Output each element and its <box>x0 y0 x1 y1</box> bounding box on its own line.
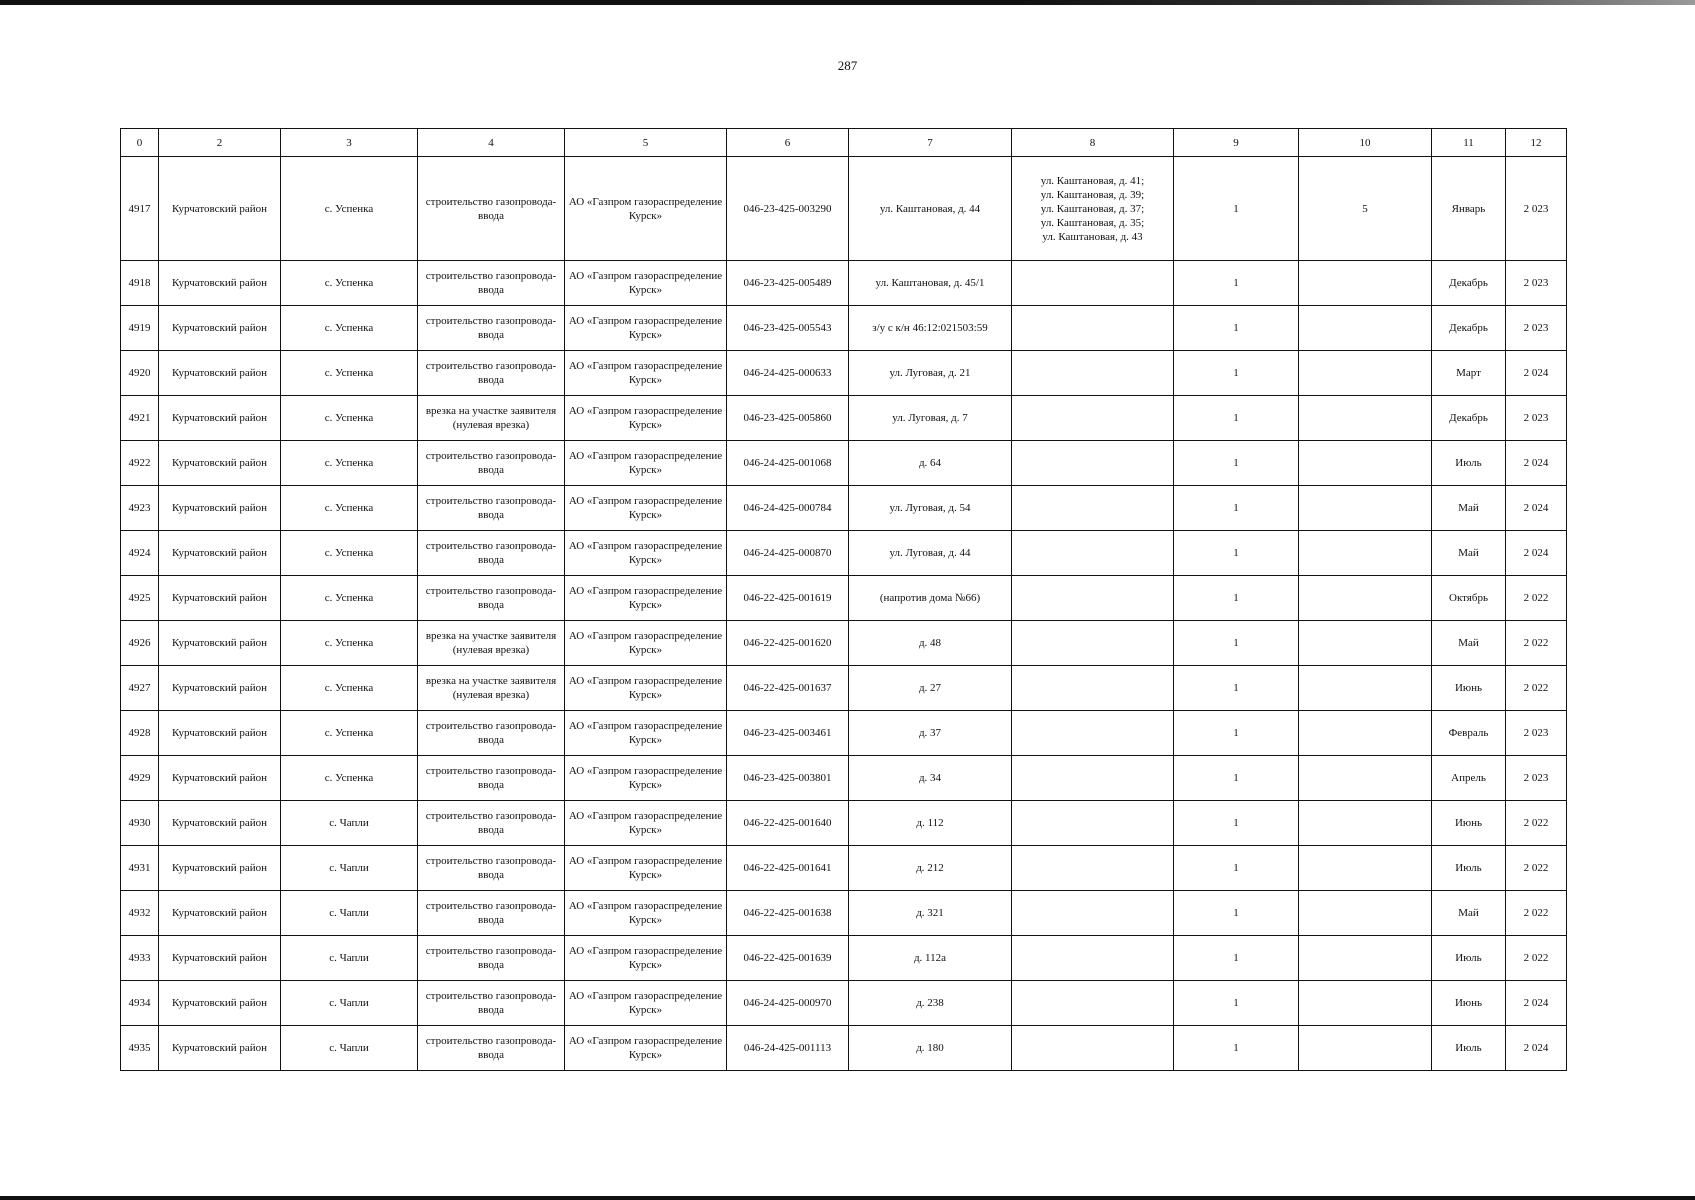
connected-addresses-cell <box>1012 756 1174 801</box>
year-cell: 2 024 <box>1506 486 1567 531</box>
year-cell: 2 022 <box>1506 621 1567 666</box>
work-type-cell: строительство газопровода-ввода <box>418 157 565 261</box>
district-cell: Курчатовский район <box>159 891 281 936</box>
month-cell: Январь <box>1432 157 1506 261</box>
extra-count-cell <box>1299 1026 1432 1071</box>
work-type-cell: строительство газопровода-ввода <box>418 756 565 801</box>
row-number: 4920 <box>121 351 159 396</box>
organization-cell: АО «Газпром газораспределение Курск» <box>565 306 727 351</box>
row-number: 4917 <box>121 157 159 261</box>
count-cell: 1 <box>1174 801 1299 846</box>
row-number: 4919 <box>121 306 159 351</box>
application-number-cell: 046-22-425-001638 <box>727 891 849 936</box>
district-cell: Курчатовский район <box>159 981 281 1026</box>
row-number: 4918 <box>121 261 159 306</box>
row-number: 4924 <box>121 531 159 576</box>
month-cell: Июль <box>1432 936 1506 981</box>
organization-cell: АО «Газпром газораспределение Курск» <box>565 981 727 1026</box>
column-header: 12 <box>1506 129 1567 157</box>
district-cell: Курчатовский район <box>159 621 281 666</box>
connected-addresses-cell <box>1012 621 1174 666</box>
address-cell: ул. Каштановая, д. 45/1 <box>849 261 1012 306</box>
table-row <box>121 981 1567 1026</box>
count-cell: 1 <box>1174 351 1299 396</box>
district-cell: Курчатовский район <box>159 936 281 981</box>
application-number-cell: 046-24-425-000870 <box>727 531 849 576</box>
application-number-cell: 046-23-425-005860 <box>727 396 849 441</box>
month-cell: Февраль <box>1432 711 1506 756</box>
year-cell: 2 022 <box>1506 936 1567 981</box>
month-cell: Май <box>1432 621 1506 666</box>
row-number: 4934 <box>121 981 159 1026</box>
year-cell: 2 023 <box>1506 261 1567 306</box>
district-cell: Курчатовский район <box>159 531 281 576</box>
month-cell: Май <box>1432 486 1506 531</box>
connected-addresses-cell <box>1012 801 1174 846</box>
column-header: 3 <box>281 129 418 157</box>
column-header: 6 <box>727 129 849 157</box>
count-cell: 1 <box>1174 157 1299 261</box>
extra-count-cell <box>1299 801 1432 846</box>
table-row <box>121 711 1567 756</box>
application-number-cell: 046-22-425-001639 <box>727 936 849 981</box>
extra-count-cell <box>1299 666 1432 711</box>
address-cell: д. 112 <box>849 801 1012 846</box>
count-cell: 1 <box>1174 576 1299 621</box>
connected-addresses-cell <box>1012 666 1174 711</box>
application-number-cell: 046-24-425-000633 <box>727 351 849 396</box>
organization-cell: АО «Газпром газораспределение Курск» <box>565 261 727 306</box>
table-row <box>121 936 1567 981</box>
table-row <box>121 801 1567 846</box>
column-header: 7 <box>849 129 1012 157</box>
column-header: 4 <box>418 129 565 157</box>
count-cell: 1 <box>1174 891 1299 936</box>
connected-addresses-cell <box>1012 261 1174 306</box>
row-number: 4929 <box>121 756 159 801</box>
year-cell: 2 023 <box>1506 157 1567 261</box>
extra-count-cell <box>1299 891 1432 936</box>
organization-cell: АО «Газпром газораспределение Курск» <box>565 486 727 531</box>
extra-count-cell <box>1299 396 1432 441</box>
count-cell: 1 <box>1174 936 1299 981</box>
work-type-cell: строительство газопровода-ввода <box>418 576 565 621</box>
address-cell: ул. Луговая, д. 44 <box>849 531 1012 576</box>
year-cell: 2 023 <box>1506 396 1567 441</box>
settlement-cell: с. Чапли <box>281 936 418 981</box>
district-cell: Курчатовский район <box>159 157 281 261</box>
table-row <box>121 531 1567 576</box>
month-cell: Март <box>1432 351 1506 396</box>
table-row <box>121 396 1567 441</box>
address-cell: ул. Луговая, д. 7 <box>849 396 1012 441</box>
count-cell: 1 <box>1174 306 1299 351</box>
row-number: 4928 <box>121 711 159 756</box>
work-type-cell: строительство газопровода-ввода <box>418 981 565 1026</box>
work-type-cell: строительство газопровода-ввода <box>418 846 565 891</box>
year-cell: 2 022 <box>1506 801 1567 846</box>
table-row <box>121 157 1567 261</box>
connected-addresses-cell <box>1012 576 1174 621</box>
organization-cell: АО «Газпром газораспределение Курск» <box>565 1026 727 1071</box>
address-cell: д. 180 <box>849 1026 1012 1071</box>
application-number-cell: 046-24-425-001068 <box>727 441 849 486</box>
settlement-cell: с. Чапли <box>281 891 418 936</box>
address-cell: д. 34 <box>849 756 1012 801</box>
connected-address-line: ул. Каштановая, д. 41; <box>1040 174 1145 187</box>
table-row <box>121 306 1567 351</box>
address-cell: ул. Луговая, д. 54 <box>849 486 1012 531</box>
organization-cell: АО «Газпром газораспределение Курск» <box>565 711 727 756</box>
connected-addresses-cell <box>1012 531 1174 576</box>
application-number-cell: 046-22-425-001637 <box>727 666 849 711</box>
table-body <box>121 157 1567 1071</box>
year-cell: 2 022 <box>1506 891 1567 936</box>
table-row <box>121 666 1567 711</box>
address-cell: д. 321 <box>849 891 1012 936</box>
connected-address-line: ул. Каштановая, д. 37; <box>1040 202 1145 215</box>
address-cell: (напротив дома №66) <box>849 576 1012 621</box>
application-number-cell: 046-23-425-003801 <box>727 756 849 801</box>
year-cell: 2 022 <box>1506 846 1567 891</box>
district-cell: Курчатовский район <box>159 756 281 801</box>
year-cell: 2 023 <box>1506 711 1567 756</box>
row-number: 4930 <box>121 801 159 846</box>
connected-addresses-cell <box>1012 981 1174 1026</box>
count-cell: 1 <box>1174 261 1299 306</box>
scan-border-top <box>0 0 1695 5</box>
organization-cell: АО «Газпром газораспределение Курск» <box>565 441 727 486</box>
scan-border-bottom <box>0 1196 1695 1200</box>
count-cell: 1 <box>1174 441 1299 486</box>
application-number-cell: 046-22-425-001640 <box>727 801 849 846</box>
extra-count-cell <box>1299 261 1432 306</box>
connected-addresses-cell <box>1012 157 1174 261</box>
connected-addresses-cell <box>1012 396 1174 441</box>
organization-cell: АО «Газпром газораспределение Курск» <box>565 891 727 936</box>
settlement-cell: с. Чапли <box>281 846 418 891</box>
extra-count-cell <box>1299 981 1432 1026</box>
organization-cell: АО «Газпром газораспределение Курск» <box>565 576 727 621</box>
address-cell: д. 27 <box>849 666 1012 711</box>
work-type-cell: строительство газопровода-ввода <box>418 936 565 981</box>
table-row <box>121 1026 1567 1071</box>
settlement-cell: с. Успенка <box>281 441 418 486</box>
month-cell: Июнь <box>1432 666 1506 711</box>
address-cell: д. 112а <box>849 936 1012 981</box>
organization-cell: АО «Газпром газораспределение Курск» <box>565 396 727 441</box>
page-number: 287 <box>837 58 858 73</box>
application-number-cell: 046-22-425-001620 <box>727 621 849 666</box>
column-header: 8 <box>1012 129 1174 157</box>
organization-cell: АО «Газпром газораспределение Курск» <box>565 621 727 666</box>
row-number: 4925 <box>121 576 159 621</box>
work-type-cell: врезка на участке заявителя (нулевая врезка) <box>418 621 565 666</box>
work-type-cell: врезка на участке заявителя (нулевая врезка) <box>418 396 565 441</box>
table-row <box>121 846 1567 891</box>
application-number-cell: 046-23-425-003290 <box>727 157 849 261</box>
month-cell: Июнь <box>1432 801 1506 846</box>
count-cell: 1 <box>1174 396 1299 441</box>
month-cell: Май <box>1432 531 1506 576</box>
extra-count-cell <box>1299 756 1432 801</box>
connected-address-line: ул. Каштановая, д. 39; <box>1040 188 1145 201</box>
settlement-cell: с. Успенка <box>281 711 418 756</box>
row-number: 4931 <box>121 846 159 891</box>
table-row <box>121 351 1567 396</box>
address-cell: д. 212 <box>849 846 1012 891</box>
count-cell: 1 <box>1174 756 1299 801</box>
month-cell: Июль <box>1432 441 1506 486</box>
district-cell: Курчатовский район <box>159 1026 281 1071</box>
extra-count-cell <box>1299 936 1432 981</box>
column-header: 10 <box>1299 129 1432 157</box>
district-cell: Курчатовский район <box>159 666 281 711</box>
application-number-cell: 046-22-425-001641 <box>727 846 849 891</box>
district-cell: Курчатовский район <box>159 261 281 306</box>
address-cell: ул. Луговая, д. 21 <box>849 351 1012 396</box>
organization-cell: АО «Газпром газораспределение Курск» <box>565 846 727 891</box>
settlement-cell: с. Чапли <box>281 981 418 1026</box>
row-number: 4935 <box>121 1026 159 1071</box>
month-cell: Декабрь <box>1432 306 1506 351</box>
work-type-cell: врезка на участке заявителя (нулевая врезка) <box>418 666 565 711</box>
row-number: 4923 <box>121 486 159 531</box>
row-number: 4921 <box>121 396 159 441</box>
header-row <box>121 129 1567 157</box>
year-cell: 2 024 <box>1506 1026 1567 1071</box>
month-cell: Июль <box>1432 1026 1506 1071</box>
table-row <box>121 441 1567 486</box>
extra-count-cell <box>1299 441 1432 486</box>
table-row <box>121 756 1567 801</box>
column-header: 5 <box>565 129 727 157</box>
work-type-cell: строительство газопровода-ввода <box>418 486 565 531</box>
work-type-cell: строительство газопровода-ввода <box>418 306 565 351</box>
connected-addresses-cell <box>1012 936 1174 981</box>
organization-cell: АО «Газпром газораспределение Курск» <box>565 157 727 261</box>
address-cell: д. 64 <box>849 441 1012 486</box>
connected-addresses-cell <box>1012 351 1174 396</box>
row-number: 4922 <box>121 441 159 486</box>
work-type-cell: строительство газопровода-ввода <box>418 531 565 576</box>
extra-count-cell <box>1299 351 1432 396</box>
settlement-cell: с. Успенка <box>281 351 418 396</box>
table-row <box>121 261 1567 306</box>
settlement-cell: с. Успенка <box>281 621 418 666</box>
organization-cell: АО «Газпром газораспределение Курск» <box>565 756 727 801</box>
district-cell: Курчатовский район <box>159 711 281 756</box>
year-cell: 2 022 <box>1506 576 1567 621</box>
work-type-cell: строительство газопровода-ввода <box>418 711 565 756</box>
connected-address-line: ул. Каштановая, д. 35; <box>1040 216 1145 229</box>
row-number: 4927 <box>121 666 159 711</box>
count-cell: 1 <box>1174 711 1299 756</box>
extra-count-cell <box>1299 576 1432 621</box>
month-cell: Июнь <box>1432 981 1506 1026</box>
extra-count-cell <box>1299 621 1432 666</box>
connected-addresses-cell <box>1012 711 1174 756</box>
month-cell: Апрель <box>1432 756 1506 801</box>
month-cell: Декабрь <box>1432 261 1506 306</box>
organization-cell: АО «Газпром газораспределение Курск» <box>565 351 727 396</box>
settlement-cell: с. Успенка <box>281 396 418 441</box>
year-cell: 2 024 <box>1506 441 1567 486</box>
address-cell: ул. Каштановая, д. 44 <box>849 157 1012 261</box>
district-cell: Курчатовский район <box>159 441 281 486</box>
district-cell: Курчатовский район <box>159 306 281 351</box>
extra-count-cell: 5 <box>1299 157 1432 261</box>
extra-count-cell <box>1299 306 1432 351</box>
table-row <box>121 576 1567 621</box>
organization-cell: АО «Газпром газораспределение Курск» <box>565 801 727 846</box>
address-cell: д. 238 <box>849 981 1012 1026</box>
connected-addresses-cell <box>1012 846 1174 891</box>
district-cell: Курчатовский район <box>159 846 281 891</box>
organization-cell: АО «Газпром газораспределение Курск» <box>565 666 727 711</box>
column-header: 2 <box>159 129 281 157</box>
table-row <box>121 486 1567 531</box>
count-cell: 1 <box>1174 621 1299 666</box>
settlement-cell: с. Успенка <box>281 756 418 801</box>
settlement-cell: с. Чапли <box>281 1026 418 1071</box>
year-cell: 2 024 <box>1506 351 1567 396</box>
year-cell: 2 022 <box>1506 666 1567 711</box>
work-type-cell: строительство газопровода-ввода <box>418 1026 565 1071</box>
organization-cell: АО «Газпром газораспределение Курск» <box>565 531 727 576</box>
address-cell: д. 37 <box>849 711 1012 756</box>
count-cell: 1 <box>1174 1026 1299 1071</box>
year-cell: 2 024 <box>1506 981 1567 1026</box>
application-number-cell: 046-23-425-005543 <box>727 306 849 351</box>
settlement-cell: с. Успенка <box>281 261 418 306</box>
connected-addresses-cell <box>1012 306 1174 351</box>
application-number-cell: 046-24-425-001113 <box>727 1026 849 1071</box>
row-number: 4932 <box>121 891 159 936</box>
extra-count-cell <box>1299 486 1432 531</box>
month-cell: Май <box>1432 891 1506 936</box>
extra-count-cell <box>1299 531 1432 576</box>
row-number: 4926 <box>121 621 159 666</box>
address-cell: з/у с к/н 46:12:021503:59 <box>849 306 1012 351</box>
extra-count-cell <box>1299 711 1432 756</box>
settlement-cell: с. Успенка <box>281 157 418 261</box>
application-number-cell: 046-24-425-000784 <box>727 486 849 531</box>
settlement-cell: с. Успенка <box>281 666 418 711</box>
month-cell: Июль <box>1432 846 1506 891</box>
count-cell: 1 <box>1174 531 1299 576</box>
year-cell: 2 023 <box>1506 756 1567 801</box>
address-cell: д. 48 <box>849 621 1012 666</box>
column-header: 0 <box>121 129 159 157</box>
district-cell: Курчатовский район <box>159 576 281 621</box>
count-cell: 1 <box>1174 486 1299 531</box>
extra-count-cell <box>1299 846 1432 891</box>
table-row <box>121 621 1567 666</box>
year-cell: 2 024 <box>1506 531 1567 576</box>
settlement-cell: с. Успенка <box>281 306 418 351</box>
application-number-cell: 046-24-425-000970 <box>727 981 849 1026</box>
work-type-cell: строительство газопровода-ввода <box>418 801 565 846</box>
month-cell: Декабрь <box>1432 396 1506 441</box>
connected-addresses-cell <box>1012 1026 1174 1071</box>
application-number-cell: 046-23-425-003461 <box>727 711 849 756</box>
column-header: 11 <box>1432 129 1506 157</box>
district-cell: Курчатовский район <box>159 486 281 531</box>
settlement-cell: с. Успенка <box>281 531 418 576</box>
district-cell: Курчатовский район <box>159 396 281 441</box>
year-cell: 2 023 <box>1506 306 1567 351</box>
connected-addresses-cell <box>1012 891 1174 936</box>
application-number-cell: 046-23-425-005489 <box>727 261 849 306</box>
count-cell: 1 <box>1174 666 1299 711</box>
table-row <box>121 891 1567 936</box>
month-cell: Октябрь <box>1432 576 1506 621</box>
count-cell: 1 <box>1174 981 1299 1026</box>
work-type-cell: строительство газопровода-ввода <box>418 261 565 306</box>
settlement-cell: с. Чапли <box>281 801 418 846</box>
work-type-cell: строительство газопровода-ввода <box>418 891 565 936</box>
row-number: 4933 <box>121 936 159 981</box>
settlement-cell: с. Успенка <box>281 486 418 531</box>
work-type-cell: строительство газопровода-ввода <box>418 441 565 486</box>
district-cell: Курчатовский район <box>159 351 281 396</box>
district-cell: Курчатовский район <box>159 801 281 846</box>
connected-addresses-cell <box>1012 486 1174 531</box>
count-cell: 1 <box>1174 846 1299 891</box>
work-type-cell: строительство газопровода-ввода <box>418 351 565 396</box>
registry-table <box>120 128 1567 1071</box>
settlement-cell: с. Успенка <box>281 576 418 621</box>
application-number-cell: 046-22-425-001619 <box>727 576 849 621</box>
organization-cell: АО «Газпром газораспределение Курск» <box>565 936 727 981</box>
connected-addresses-cell <box>1012 441 1174 486</box>
column-header: 9 <box>1174 129 1299 157</box>
connected-address-line: ул. Каштановая, д. 43 <box>1042 230 1143 243</box>
